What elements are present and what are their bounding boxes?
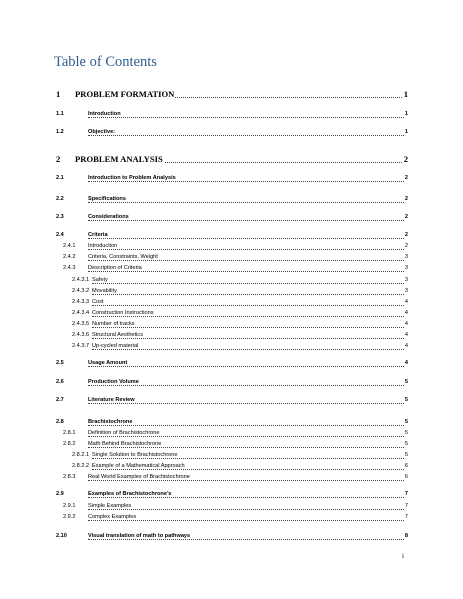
toc-entry[interactable] (0, 430, 463, 440)
toc-entry-number: 2.4 (56, 232, 64, 238)
toc-entry-title: Introduction (88, 243, 118, 249)
toc-entry-title: Up-cycled material (92, 343, 139, 349)
toc-entry[interactable] (0, 232, 463, 242)
toc-entry-number: 2.10 (56, 533, 67, 539)
toc-entry-number: 2.7 (56, 397, 64, 403)
toc-entry-title: Literature Review (88, 397, 135, 403)
toc-entry-page: 5 (404, 397, 408, 403)
toc-entry-number: 2.6 (56, 379, 64, 385)
toc-dot-leader (88, 196, 404, 203)
toc-entry[interactable] (0, 299, 463, 309)
toc-dot-leader (92, 277, 404, 284)
toc-entry-title: PROBLEM FORMATION (75, 89, 175, 99)
toc-entry-title: Cost (92, 299, 104, 305)
toc-entry-page: 4 (404, 343, 408, 349)
toc-dot-leader (92, 321, 404, 328)
toc-entry[interactable] (0, 474, 463, 484)
toc-entry-title: Introduction to Problem Analysis (88, 175, 176, 181)
toc-entry-title: Considerations (88, 214, 129, 220)
toc-entry[interactable] (0, 441, 463, 451)
toc-entry-number: 2.3 (56, 214, 64, 220)
toc-entry-title: Criteria (88, 232, 108, 238)
toc-entry-page: 5 (404, 419, 408, 425)
toc-entry-title: Structural Aesthetics (92, 332, 143, 338)
toc-entry-number: 2.8.3 (63, 474, 76, 480)
toc-entry-page: 5 (404, 441, 408, 447)
toc-entry-page: 4 (404, 310, 408, 316)
toc-entry-title: Usage Amount (88, 360, 128, 366)
toc-entry-page: 5 (404, 452, 408, 458)
toc-entry-page: 1 (404, 111, 408, 117)
toc-entry-title: Movability (92, 288, 117, 294)
toc-entry-title: Brachistochrone (88, 419, 133, 425)
toc-dot-leader (88, 503, 404, 510)
toc-entry-title: Math Behind Brachistochrone (88, 441, 162, 447)
toc-entry[interactable] (0, 503, 463, 513)
toc-entry-number: 2.1 (56, 175, 64, 181)
toc-entry[interactable] (0, 397, 463, 407)
toc-dot-leader (88, 129, 404, 136)
toc-entry[interactable] (0, 277, 463, 287)
toc-entry-number: 2.4.3.6 (72, 332, 90, 338)
toc-entry-number: 2.4.3.1 (72, 277, 90, 283)
toc-entry-number: 2.4.3.7 (72, 343, 90, 349)
toc-entry-number: 2.2 (56, 196, 64, 202)
toc-entry-title: Single Solution to Brachistochrone (92, 452, 178, 458)
toc-entry-title: Introduction (88, 111, 121, 117)
toc-entry[interactable] (0, 379, 463, 389)
toc-entry-page: 1 (403, 89, 408, 99)
toc-entry[interactable] (0, 129, 463, 139)
toc-dot-leader (88, 232, 404, 239)
toc-entry-title: Description of Criteria (88, 265, 142, 271)
toc-entry-page: 1 (404, 129, 408, 135)
toc-entry-title: Production Volume (88, 379, 139, 385)
toc-entry[interactable] (0, 214, 463, 224)
toc-dot-leader (88, 214, 404, 221)
toc-entry-page: 6 (404, 474, 408, 480)
toc-dot-leader (92, 299, 404, 306)
toc-entry[interactable] (0, 343, 463, 353)
toc-entry-number: 2.8.2.1 (72, 452, 90, 458)
toc-entry-title: Construction Instructions (92, 310, 154, 316)
toc-entry-page: 7 (404, 503, 408, 509)
toc-entry-number: 2.9 (56, 491, 64, 497)
page-number: i (402, 552, 404, 560)
toc-entry-number: 2.4.1 (63, 243, 76, 249)
toc-entry-title: Specifications (88, 196, 126, 202)
toc-entry-title: Definition of Brachistochrone (88, 430, 160, 436)
toc-entry-page: 8 (404, 533, 408, 539)
toc-entry-page: 4 (404, 360, 408, 366)
toc-entry[interactable] (0, 111, 463, 121)
toc-entry[interactable] (0, 175, 463, 185)
toc-entry-page: 7 (404, 491, 408, 497)
toc-entry[interactable] (0, 452, 463, 462)
toc-entry[interactable] (0, 419, 463, 429)
toc-entry[interactable] (0, 491, 463, 501)
toc-entry-page: 5 (404, 379, 408, 385)
toc-entry-page: 7 (404, 514, 408, 520)
toc-entry-number: 2.4.3.2 (72, 288, 90, 294)
toc-entry-page: 3 (404, 277, 408, 283)
toc-entry-number: 2.8 (56, 419, 64, 425)
toc-entry-number: 2.8.2.2 (72, 463, 90, 469)
toc-entry[interactable] (0, 463, 463, 473)
toc-entry[interactable] (0, 288, 463, 298)
toc-entry-page: 2 (404, 214, 408, 220)
toc-entry-number: 2.4.2 (63, 254, 76, 260)
toc-entry[interactable] (0, 89, 463, 99)
toc-entry-title: Examples of Brachistochrone’s (88, 491, 172, 497)
toc-entry-page: 2 (404, 196, 408, 202)
toc-entry-title: Objective: (88, 129, 116, 135)
toc-dot-leader (88, 111, 404, 118)
toc-entry-title: Complex Examples (88, 514, 137, 520)
toc-entry[interactable] (0, 514, 463, 524)
toc-entry-number: 2.9.1 (63, 503, 76, 509)
toc-dot-leader (92, 288, 404, 295)
toc-entry-number: 2.8.1 (63, 430, 76, 436)
toc-entry-page: 2 (403, 154, 408, 164)
toc-entry-number: 1.2 (56, 129, 64, 135)
toc-entry-page: 4 (404, 321, 408, 327)
toc-entry[interactable] (0, 310, 463, 320)
toc-entry-number: 1 (56, 89, 61, 99)
toc-entry-page: 3 (404, 288, 408, 294)
toc-entry-number: 2 (56, 154, 61, 164)
toc-entry-number: 2.4.3 (63, 265, 76, 271)
toc-entry-title: Example of a Mathematical Approach (92, 463, 185, 469)
toc-entry-title: Criteria, Constraints, Weight (88, 254, 158, 260)
toc-entry-page: 2 (404, 175, 408, 181)
toc-entry[interactable] (0, 533, 463, 543)
toc-entry[interactable] (0, 254, 463, 264)
toc-entry-number: 2.4.3.3 (72, 299, 90, 305)
toc-title: Table of Contents (54, 54, 157, 70)
toc-entry-title: Simple Examples (88, 503, 132, 509)
toc-entry-number: 2.8.2 (63, 441, 76, 447)
toc-entry-number: 2.4.3.5 (72, 321, 90, 327)
toc-dot-leader (88, 360, 404, 367)
toc-entry-page: 2 (404, 243, 408, 249)
toc-entry-page: 4 (404, 299, 408, 305)
toc-entry-number: 2.9.2 (63, 514, 76, 520)
toc-entry-number: 2.4.3.4 (72, 310, 90, 316)
toc-entry[interactable] (0, 332, 463, 342)
toc-entry[interactable] (0, 243, 463, 253)
toc-entry-title: Number of tracks (92, 321, 135, 327)
toc-entry[interactable] (0, 154, 463, 164)
toc-entry[interactable] (0, 265, 463, 275)
toc-entry-page: 5 (404, 430, 408, 436)
toc-entry-title: Real World Examples of Brachistochrone (88, 474, 190, 480)
toc-entry-page: 2 (404, 232, 408, 238)
toc-entry[interactable] (0, 360, 463, 370)
toc-entry[interactable] (0, 321, 463, 331)
toc-entry-number: 1.1 (56, 111, 64, 117)
toc-entry-page: 6 (404, 463, 408, 469)
toc-entry-page: 3 (404, 265, 408, 271)
toc-entry[interactable] (0, 196, 463, 206)
toc-dot-leader (88, 419, 404, 426)
toc-entry-title: Visual translation of math to pathways (88, 533, 191, 539)
toc-dot-leader (88, 243, 404, 250)
toc-entry-page: 3 (404, 254, 408, 260)
toc-entry-title: PROBLEM ANALYSIS (75, 154, 163, 164)
toc-entry-number: 2.5 (56, 360, 64, 366)
toc-entry-page: 4 (404, 332, 408, 338)
toc-entry-title: Safety (92, 277, 108, 283)
